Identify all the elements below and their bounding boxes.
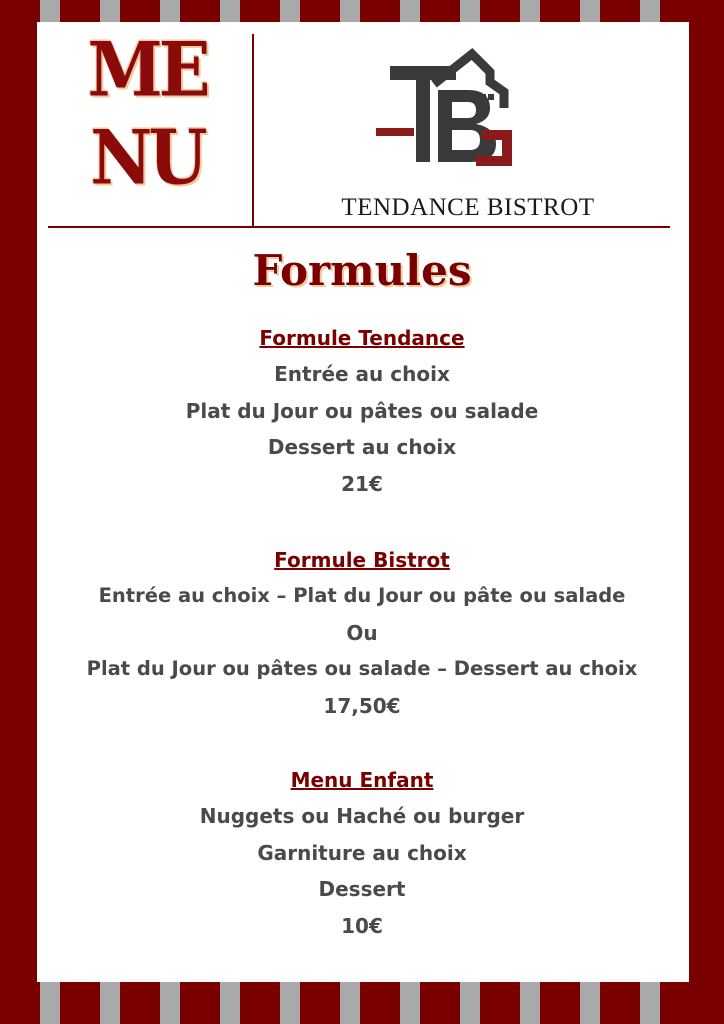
menu-line: Plat du Jour ou pâtes ou salade – Dessert au choix [86,657,638,680]
menu-heading-line1: ME [87,25,207,114]
section-title: Formule Tendance [259,326,465,350]
menu-enfant-section [0,762,724,944]
section-title: Menu Enfant [290,768,434,792]
menu-line: Dessert [318,877,406,901]
menu-line: Nuggets ou Haché ou burger [199,804,525,828]
menu-line: Entrée au choix [274,362,450,386]
price: 21€ [341,471,383,496]
formule-tendance-section [0,320,724,502]
menu-heading-line2: NU [90,114,204,202]
brand-name: TENDANCE BISTROT [341,194,595,221]
tb-house-logo-icon [372,46,522,166]
menu-line: Ou [346,620,378,645]
menu-line: Plat du Jour ou pâtes ou salade [185,398,539,423]
menu-line: Entrée au choix – Plat du Jour ou pâte ou salade [98,584,626,607]
section-title: Formule Bistrot [274,548,450,572]
menu-line: Dessert au choix [267,435,457,459]
header-horizontal-divider [48,226,670,228]
header-vertical-divider [252,34,254,226]
page-title: Formules [252,246,472,295]
formule-bistrot-section [0,542,724,724]
price: 17,50€ [323,693,401,718]
price: 10€ [341,913,383,938]
menu-line: Garniture au choix [257,840,467,865]
